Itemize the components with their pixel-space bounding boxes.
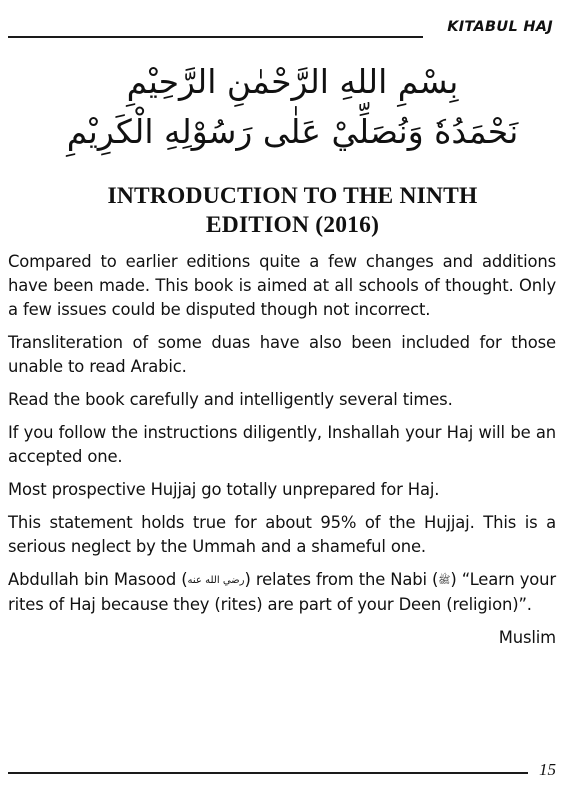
honorific-glyph: رضي الله عنه — [187, 575, 245, 586]
page-footer — [8, 760, 556, 782]
salutation-line: نَحْمَدُهٗ وَنُصَلِّيْ عَلٰى رَسُوْلِهِ الْكَرِيْمِ — [66, 112, 519, 151]
paragraph: Transliteration of some duas have also been included for those unable to read Arabic. — [8, 333, 556, 376]
basmala-line: بِسْمِ اللهِ الرَّحْمٰنِ الرَّحِيْمِ — [126, 62, 459, 101]
paragraph: This statement holds true for about 95% of the Hujjaj. This is a serious neglect by the Ummah and a shameful one. — [8, 513, 556, 556]
title-line-2: EDITION (2016) — [205, 212, 380, 238]
title-line-1: INTRODUCTION TO THE NINTH — [107, 183, 478, 209]
hadith-text-part: ) relates from the Nabi ( — [244, 570, 439, 589]
page-number: 15 — [539, 760, 556, 779]
paragraph: Compared to earlier editions quite a few changes and additions have been made. This book is aimed at all schools of thought. Only a few issues could be disputed though not incorrect. — [8, 252, 556, 319]
body-text — [8, 250, 556, 659]
header-rule — [8, 36, 423, 38]
honorific-glyph: ﷺ — [438, 575, 451, 586]
running-title: KITABUL HAJ — [447, 19, 553, 35]
paragraph: Most prospective Hujjaj go totally unprepared for Haj. — [8, 480, 440, 499]
footer-rule — [8, 772, 528, 774]
hadith-text-part: Abdullah bin Masood ( — [8, 570, 188, 589]
paragraph: If you follow the instructions diligently, Inshallah your Haj will be an accepted one. — [8, 423, 556, 466]
source-attribution: Muslim — [498, 628, 556, 647]
page-title — [0, 182, 585, 240]
page-header — [8, 14, 553, 42]
hadith-paragraph — [8, 568, 556, 617]
paragraph: Read the book carefully and intelligently several times. — [8, 390, 453, 409]
hadith-text-part: ) “Learn your rites of Haj because they (rites) are part of your Deen (religion)”. — [8, 570, 556, 614]
